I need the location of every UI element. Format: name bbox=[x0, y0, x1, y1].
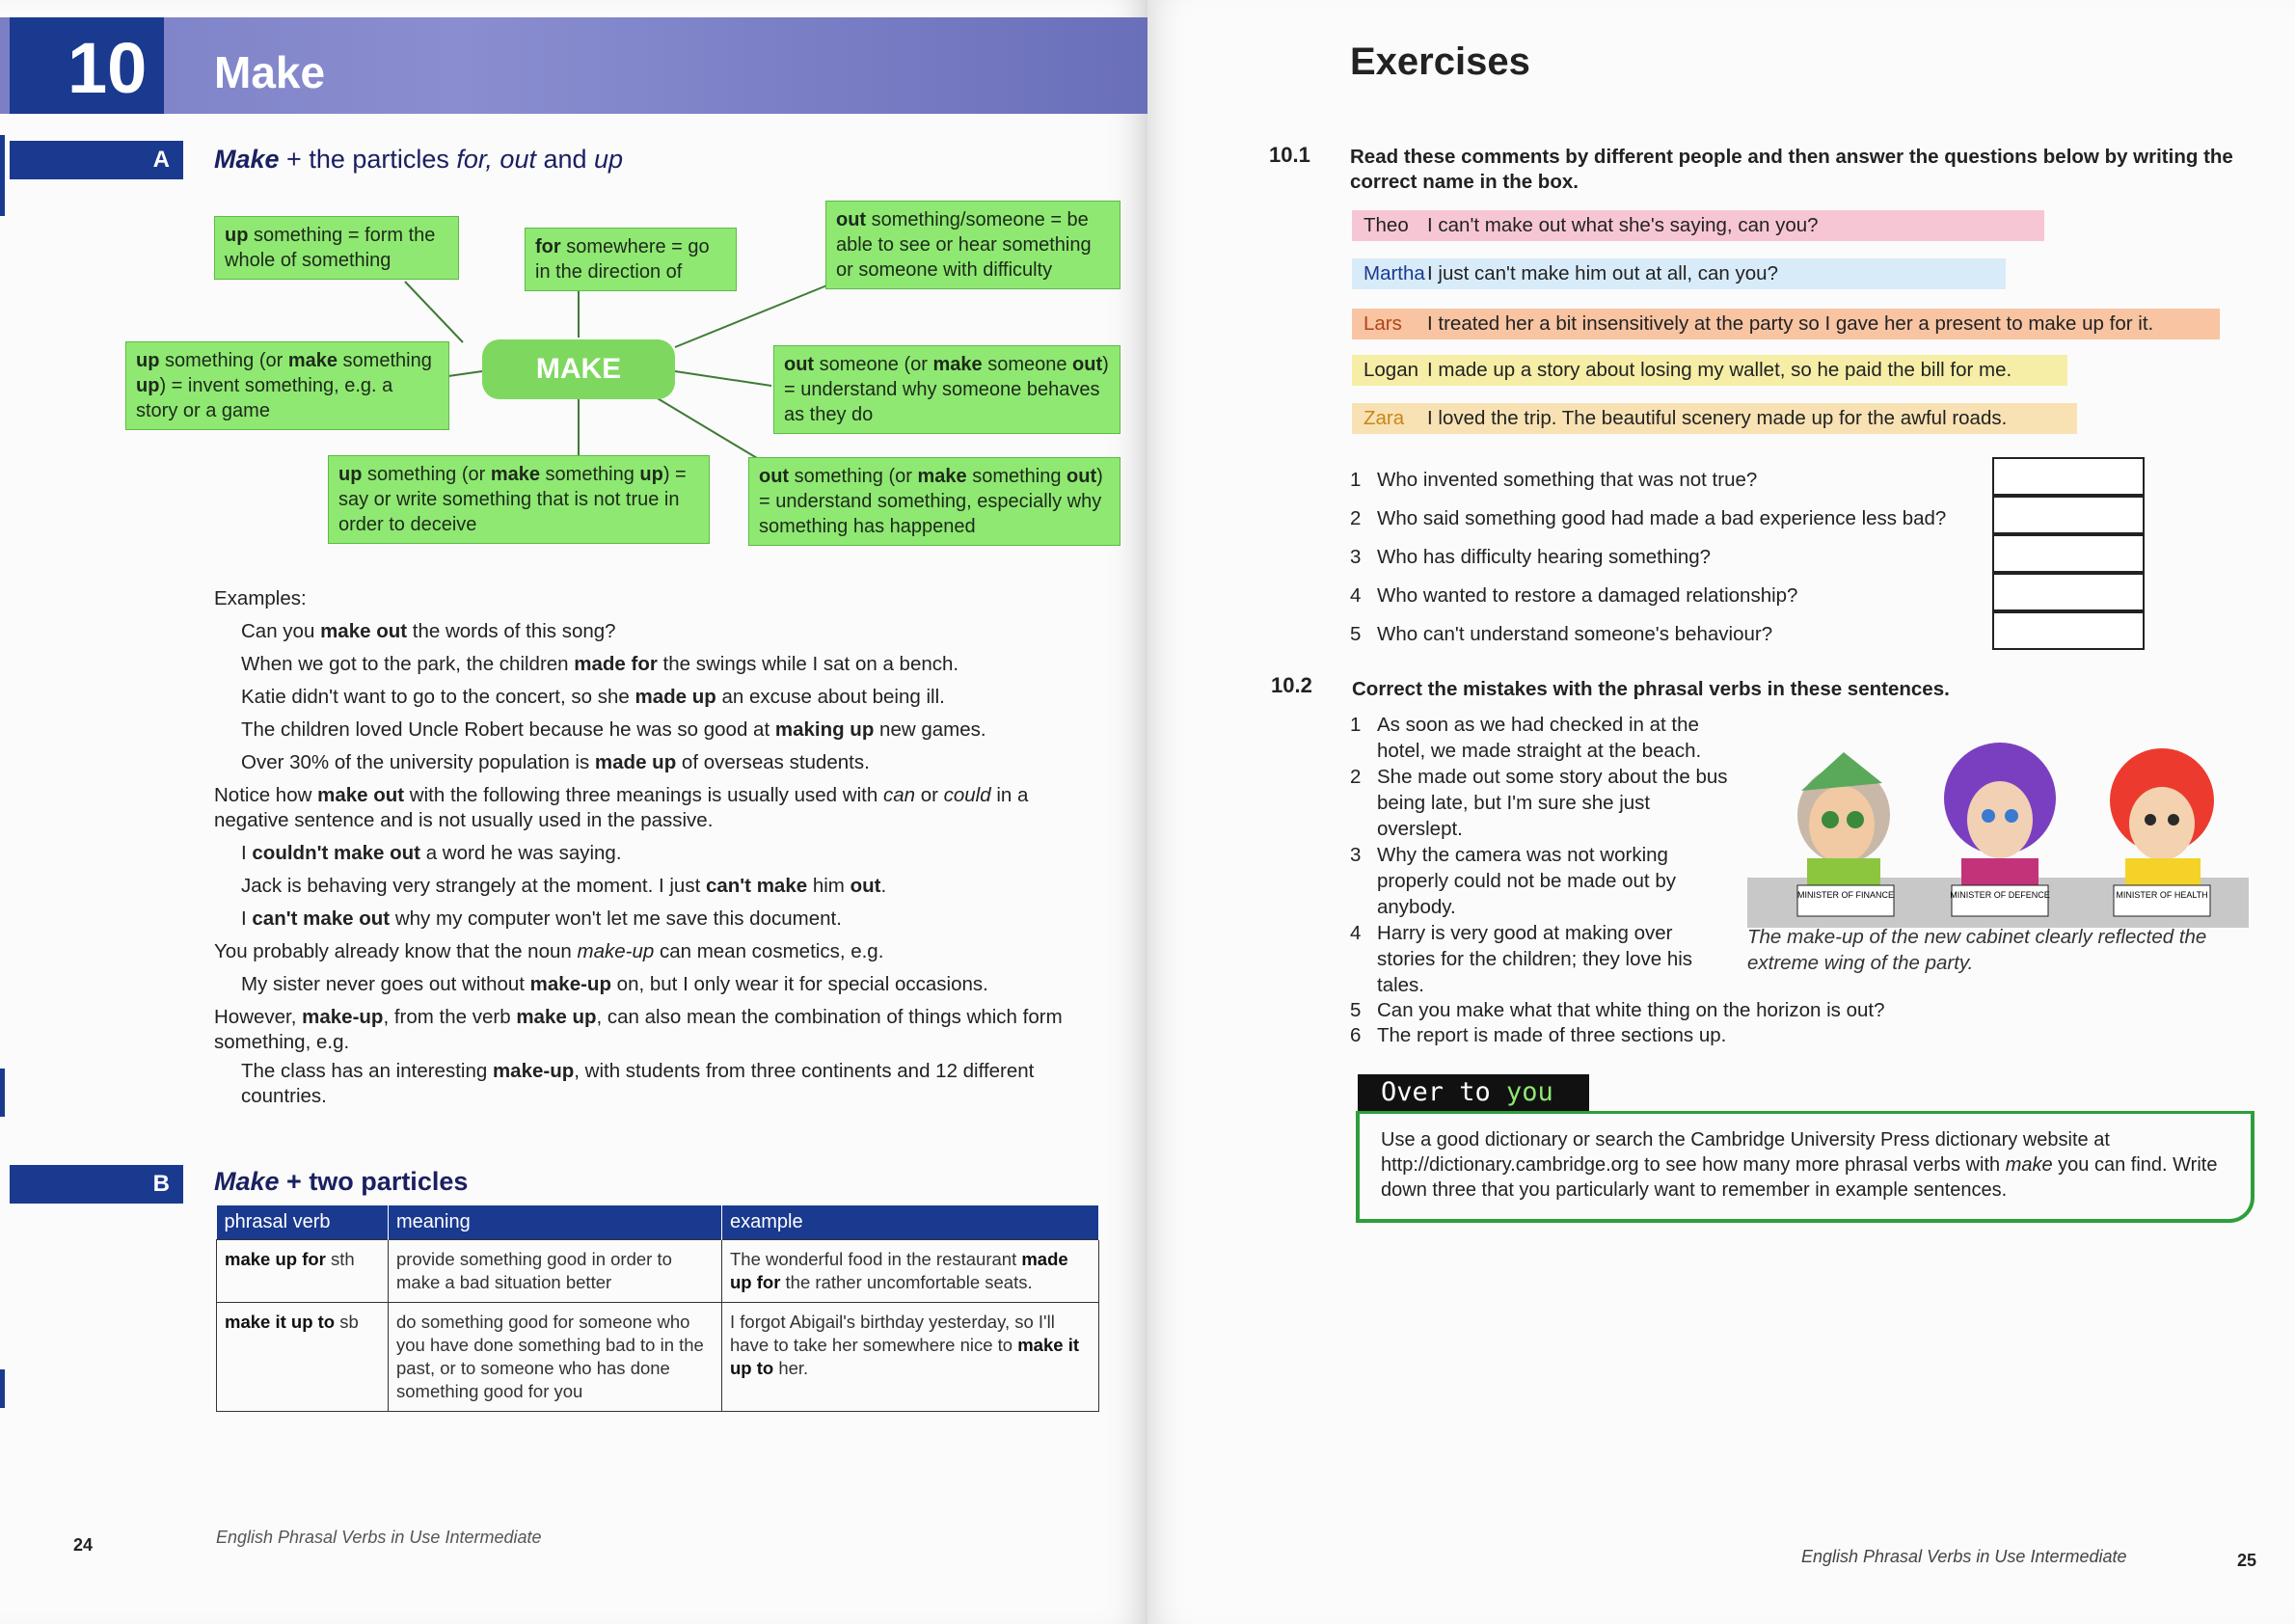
comment-row bbox=[1352, 309, 2220, 339]
connector-line bbox=[675, 371, 771, 386]
answer-input-box[interactable] bbox=[1992, 496, 2145, 534]
make-center-node: MAKE bbox=[482, 339, 675, 399]
heading-rest: + two particles bbox=[279, 1167, 469, 1196]
answer-input-box[interactable] bbox=[1992, 457, 2145, 496]
section-a-letter: A bbox=[152, 147, 170, 173]
unit-number-box bbox=[10, 17, 164, 114]
sign-text: MINISTER OF HEALTH bbox=[2116, 890, 2208, 900]
cabinet-cartoon bbox=[1747, 723, 2249, 928]
cell-meaning: provide something good in order to make a bad situation better bbox=[389, 1240, 722, 1303]
connector-line bbox=[656, 397, 762, 461]
heading-up: up bbox=[594, 145, 624, 174]
section-b-tab bbox=[10, 1165, 183, 1204]
definition-box-up-deceive: up something (or make something up) = say or write something that is not true in order to deceive bbox=[328, 455, 710, 544]
section-a-tab bbox=[10, 141, 183, 179]
definition-box-up-invent: up something (or make something up) = invent something, e.g. a story or a game bbox=[125, 341, 449, 430]
definition-box-out-someone: out someone (or make someone out) = understand why someone behaves as they do bbox=[773, 345, 1120, 434]
column-header: example bbox=[722, 1205, 1099, 1240]
eye bbox=[1982, 809, 1995, 823]
speaker-name: Lars bbox=[1364, 312, 1402, 335]
heading-particles: for, out bbox=[456, 145, 536, 174]
comment-text: I treated her a bit insensitively at the party so I gave her a present to make up for it. bbox=[1427, 312, 2154, 335]
comment-text: I just can't make him out at all, can you? bbox=[1427, 262, 1778, 284]
definition-box-out-see: out something/someone = be able to see or hear something or someone with difficulty bbox=[825, 201, 1120, 289]
right-page: Exercises 10.1 Read these comments by different people and then answer the questions below by writing the correct name in the box. Theo I can't make out what she's saying, can you? Martha I just can't make him out at all, can you? Lars I treated her a bit insensitively at the party so I gave her a present to make up for it. Logan I made up a story about losing my wallet, so he paid the bill for me. Zara I loved the trip. The beautiful scenery made up for the awful roads. 1 Who invented something that was not true? 2 Who said something good had made a bad experience less bad? 3 Who has difficulty hearing something? 4 Who wanted to restore a damaged relationship? 5 Who can't understand someone's behaviour? 10.2 Correct the mistakes with the phrasal verbs in these sentences. 1 As soon as we had checked in at the hotel, we made straight at the beach. 2 She made out some story about the bus being late, but I'm sure she just overslept. 3 Why the camera was not working properly could not be made out by anybody. 4 Harry is very good at making over stories for the children; they love his tales. 5 Can you make what that white thing on the horizon is out? 6 The report is made of three sections up. MINISTER OF FINANCE MINISTER OF DEFENCE MINISTER OF HEALTH The make-up of the new cabinet clearly reflected the extreme wing of the party. Over to you Use a good dictionary or search the Cambridge University Press dictionary website at http://dictionary.cambridge.org to see how many more phrasal verbs with make you can find. Write down three that you particularly want to remember in example sentences. English Phrasal Verbs in Use Intermediate 25 bbox=[1148, 0, 2295, 1624]
comment-row bbox=[1352, 258, 2006, 289]
sign-text: MINISTER OF FINANCE bbox=[1796, 890, 1895, 900]
page-number: 25 bbox=[2237, 1551, 2257, 1570]
make-diagram bbox=[116, 193, 1128, 569]
cabinet-illustration bbox=[1747, 723, 2249, 928]
note-paragraph: Notice how make out with the following three meanings is usually used with can or could in a negative sentence and is not usually used in the passive. bbox=[214, 784, 1029, 831]
eye bbox=[1847, 811, 1864, 828]
example-sentence: Over 30% of the university population is made up of overseas students. bbox=[241, 751, 870, 773]
heading-mid: + the particles bbox=[279, 145, 457, 174]
heading-make: Make bbox=[214, 1167, 280, 1196]
connector-line bbox=[448, 371, 482, 376]
example-sentence: Jack is behaving very strangely at the moment. I just can't make him out. bbox=[241, 875, 887, 897]
connector-line bbox=[675, 284, 829, 347]
exercise-number: 10.2 bbox=[1271, 673, 1312, 697]
eye bbox=[2168, 814, 2179, 826]
sign-text: MINISTER OF DEFENCE bbox=[1950, 890, 2050, 900]
note-paragraph: However, make-up, from the verb make up, can also mean the combination of things which form something, e.g. bbox=[214, 1006, 1063, 1053]
section-a-heading bbox=[214, 145, 623, 175]
book-title-footer: English Phrasal Verbs in Use Intermediate bbox=[216, 1528, 542, 1547]
comment-text: I made up a story about losing my wallet, so he paid the bill for me. bbox=[1427, 359, 2012, 381]
book-title-footer: English Phrasal Verbs in Use Intermediate bbox=[1801, 1547, 2127, 1566]
section-b-heading bbox=[214, 1167, 468, 1197]
exercise-instruction: Read these comments by different people and then answer the questions below by writing the correct name in the box. bbox=[1350, 146, 2233, 193]
column-header: meaning bbox=[389, 1205, 722, 1240]
note-paragraph: You probably already know that the noun make-up can mean cosmetics, e.g. bbox=[214, 940, 884, 962]
definition-box-up-form: up something = form the whole of something bbox=[214, 216, 459, 280]
example-sentence: Katie didn't want to go to the concert, so she made up an excuse about being ill. bbox=[241, 686, 945, 708]
face bbox=[1967, 781, 2033, 858]
definition-box-for: for somewhere = go in the direction of bbox=[525, 228, 737, 291]
exercises-title: Exercises bbox=[1350, 41, 1530, 83]
connector-line bbox=[405, 282, 463, 342]
example-sentence: The class has an interesting make-up, with students from three continents and 12 different countries. bbox=[241, 1060, 1035, 1107]
example-sentence: The children loved Uncle Robert because he was so good at making up new games. bbox=[241, 718, 986, 741]
definition-box-out-understand: out something (or make something out) = understand something, especially why something has happened bbox=[748, 457, 1120, 546]
over-to-you-box: Use a good dictionary or search the Cambridge University Press dictionary website at http://dictionary.cambridge.org to see how many more phrasal verbs with make you can find. Write down three that you particularly want to remember in example sentences. bbox=[1356, 1111, 2254, 1223]
unit-header bbox=[0, 17, 1148, 114]
exercise-number: 10.1 bbox=[1269, 143, 1310, 167]
comment-row bbox=[1352, 355, 2067, 386]
examples-label: Examples: bbox=[214, 587, 307, 609]
exercise-instruction: Correct the mistakes with the phrasal verbs in these sentences. bbox=[1352, 678, 1950, 700]
example-sentence: I couldn't make out a word he was saying. bbox=[241, 842, 622, 864]
example-sentence: My sister never goes out without make-up on, but I only wear it for special occasions. bbox=[241, 973, 988, 995]
example-sentence: When we got to the park, the children made for the swings while I sat on a bench. bbox=[241, 653, 959, 675]
heading-and: and bbox=[535, 145, 595, 174]
cell-meaning: do something good for someone who you have done something bad to in the past, or to someone who has done something good for you bbox=[389, 1303, 722, 1412]
cartoon-caption: The make-up of the new cabinet clearly reflected the extreme wing of the party. bbox=[1747, 926, 2207, 974]
example-sentence: I can't make out why my computer won't let me save this document. bbox=[241, 907, 842, 930]
answer-input-box[interactable] bbox=[1992, 534, 2145, 573]
eye bbox=[2145, 814, 2156, 826]
margin-mark bbox=[0, 1069, 5, 1117]
eye bbox=[2005, 809, 2018, 823]
speaker-name: Theo bbox=[1364, 214, 1409, 236]
speaker-name: Martha bbox=[1364, 262, 1425, 284]
comment-text: I can't make out what she's saying, can you? bbox=[1427, 214, 1819, 236]
example-sentence: Can you make out the words of this song? bbox=[241, 620, 616, 642]
face bbox=[1809, 786, 1875, 863]
margin-mark bbox=[0, 1369, 5, 1408]
comment-row bbox=[1352, 403, 2077, 434]
examples-block bbox=[214, 582, 1092, 1113]
speaker-name: Logan bbox=[1364, 359, 1419, 381]
cell-verb: make up for sth bbox=[217, 1240, 389, 1303]
table-header-row bbox=[217, 1205, 1099, 1240]
face bbox=[2129, 787, 2195, 860]
page-number: 24 bbox=[73, 1535, 94, 1555]
table-row bbox=[217, 1240, 1099, 1303]
column-header: phrasal verb bbox=[217, 1205, 389, 1240]
heading-make: Make bbox=[214, 145, 280, 174]
section-b-letter: B bbox=[152, 1171, 170, 1197]
cell-example: I forgot Abigail's birthday yesterday, so I'll have to take her somewhere nice to make it up to her. bbox=[722, 1303, 1099, 1412]
eye bbox=[1822, 811, 1839, 828]
comment-row bbox=[1352, 210, 2044, 241]
answer-input-box[interactable] bbox=[1992, 611, 2145, 650]
over-to-you-tab: Over to you bbox=[1358, 1074, 1589, 1111]
unit-number: 10 bbox=[68, 28, 148, 108]
unit-title: Make bbox=[214, 47, 326, 97]
answer-input-box[interactable] bbox=[1992, 573, 2145, 611]
margin-mark bbox=[0, 135, 5, 216]
speaker-name: Zara bbox=[1364, 407, 1405, 429]
comment-text: I loved the trip. The beautiful scenery made up for the awful roads. bbox=[1427, 407, 2008, 429]
cell-verb: make it up to sb bbox=[217, 1303, 389, 1412]
phrasal-verb-table bbox=[216, 1205, 1099, 1412]
table-row bbox=[217, 1303, 1099, 1412]
cell-example: The wonderful food in the restaurant made up for the rather uncomfortable seats. bbox=[722, 1240, 1099, 1303]
